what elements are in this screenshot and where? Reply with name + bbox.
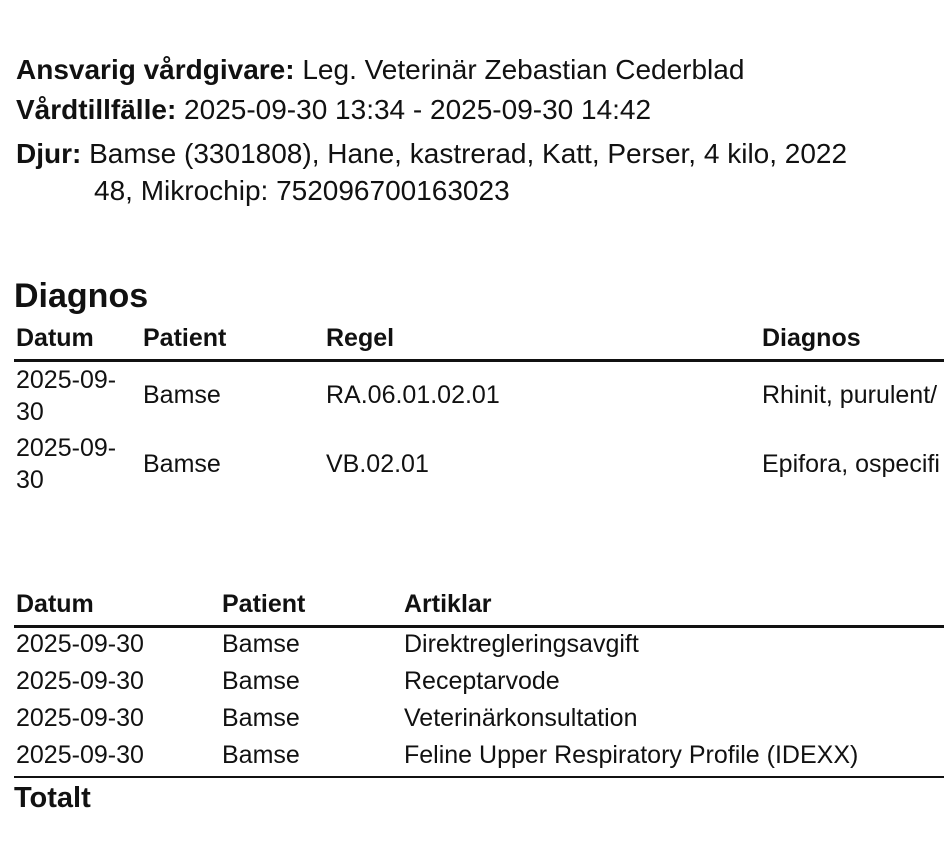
- diagnos-title: Diagnos: [14, 277, 149, 315]
- total-label: Totalt: [14, 782, 91, 814]
- animal-value: Bamse (3301808), Hane, kastrerad, Katt, Perser, 4 kilo, 2022: [89, 138, 848, 169]
- visit-value: 2025-09-30 13:34 - 2025-09-30 14:42: [184, 94, 652, 125]
- article-patient: Bamse: [222, 630, 300, 658]
- article-name: Direktregleringsavgift: [404, 630, 639, 658]
- animal-value-continued: 48, Mikrochip: 752096700163023: [94, 175, 510, 206]
- article-patient: Bamse: [222, 667, 300, 695]
- article-date: 2025-09-30: [16, 630, 144, 658]
- animal-line: [16, 137, 847, 171]
- article-date: 2025-09-30: [16, 667, 144, 695]
- article-date: 2025-09-30: [16, 741, 144, 769]
- article-name: Veterinärkonsultation: [404, 704, 638, 732]
- visit-label: Vårdtillfälle:: [16, 94, 177, 125]
- article-date: 2025-09-30: [16, 704, 144, 732]
- article-patient: Bamse: [222, 704, 300, 732]
- provider-label: Ansvarig vårdgivare:: [16, 54, 295, 85]
- visit-line: [16, 93, 651, 127]
- animal-label: Djur:: [16, 138, 82, 169]
- article-name: Receptarvode: [404, 667, 560, 695]
- article-name: Feline Upper Respiratory Profile (IDEXX): [404, 741, 859, 769]
- diagnos-text: Epifora, ospecifi: [762, 450, 940, 478]
- diagnos-patient: Bamse: [143, 450, 221, 478]
- diagnos-col-patient: Patient: [143, 324, 227, 352]
- diagnos-col-datum: Datum: [16, 324, 94, 352]
- diagnos-date-line2: 30: [16, 466, 44, 494]
- diagnos-text: Rhinit, purulent/: [762, 381, 938, 409]
- articles-header-rule: [14, 625, 944, 628]
- diagnos-rule-code: RA.06.01.02.01: [326, 381, 500, 409]
- provider-value: Leg. Veterinär Zebastian Cederblad: [302, 54, 745, 85]
- diagnos-header-rule: [14, 359, 944, 362]
- diagnos-col-regel: Regel: [326, 324, 395, 352]
- articles-total-rule: [14, 776, 944, 778]
- articles-col-datum: Datum: [16, 590, 94, 618]
- diagnos-date-line2: 30: [16, 398, 44, 426]
- diagnos-date-line1: 2025-09-: [16, 366, 117, 394]
- article-patient: Bamse: [222, 741, 300, 769]
- articles-col-artiklar: Artiklar: [404, 590, 492, 618]
- provider-line: [16, 53, 744, 87]
- diagnos-date-line1: 2025-09-: [16, 434, 117, 462]
- diagnos-patient: Bamse: [143, 381, 221, 409]
- diagnos-rule-code: VB.02.01: [326, 450, 429, 478]
- articles-col-patient: Patient: [222, 590, 306, 618]
- diagnos-col-diagnos: Diagnos: [762, 324, 861, 352]
